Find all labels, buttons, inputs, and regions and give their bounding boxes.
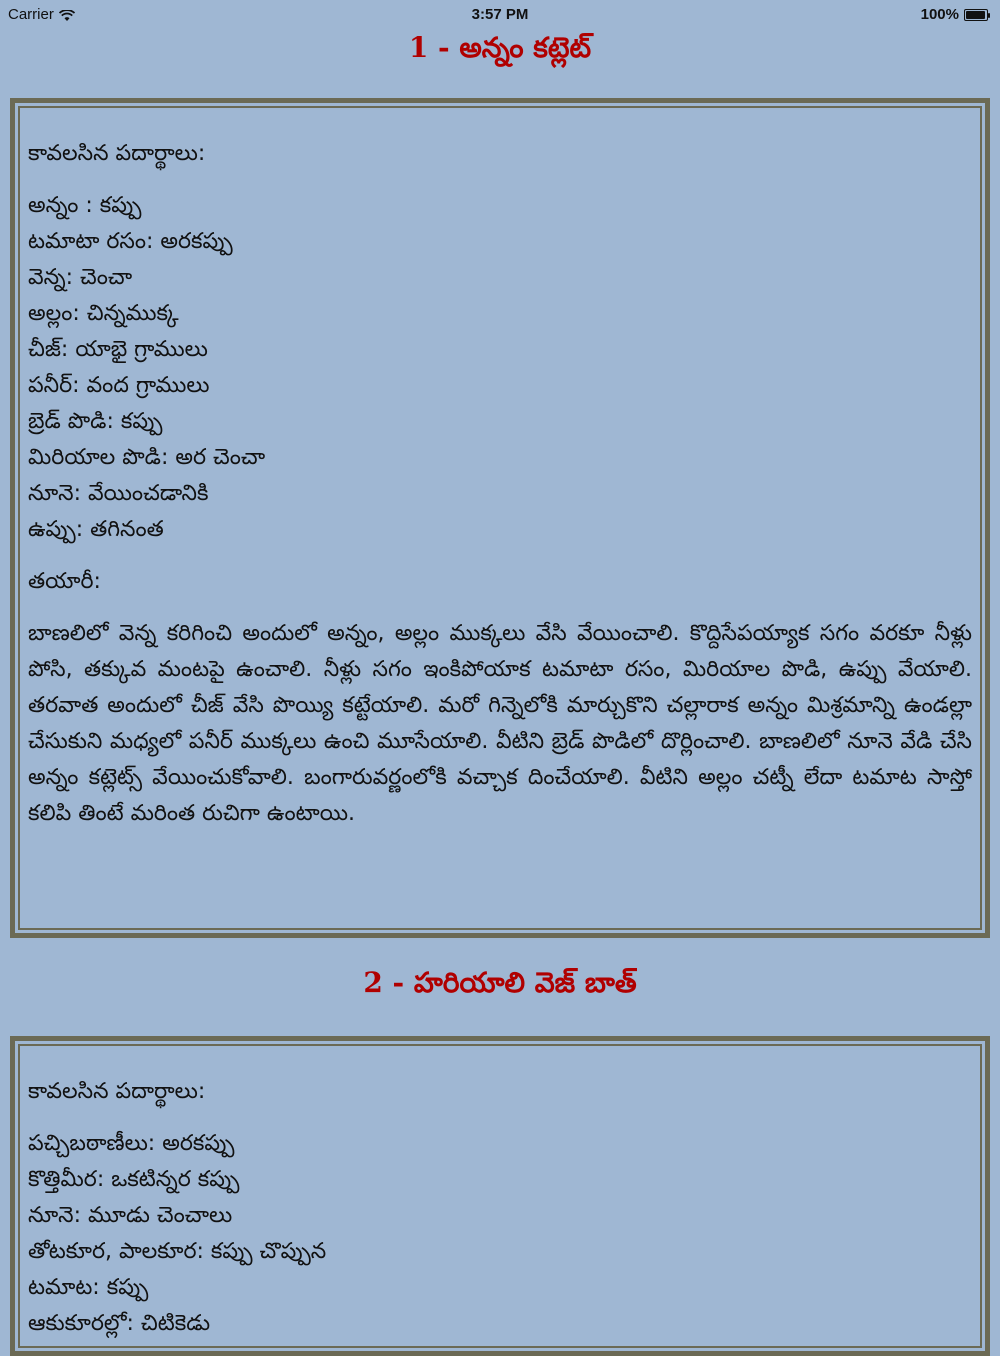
recipe-card-2	[10, 1036, 990, 1356]
ingredient-item: అన్నం : కప్పు	[28, 193, 142, 218]
ingredients-list	[28, 1126, 972, 1342]
status-time: 3:57 PM	[471, 6, 529, 23]
ingredient-item: ఉప్పు: తగినంత	[28, 517, 164, 542]
ingredient-item: బ్రెడ్ పొడి: కప్పు	[28, 409, 163, 434]
ingredient-item: మిరియాల పొడి: అర చెంచా	[28, 445, 266, 470]
ingredients-list	[28, 188, 972, 548]
recipe-card-1	[10, 98, 990, 938]
ingredient-item: నూనె: మూడు చెంచాలు	[28, 1203, 233, 1228]
ingredient-item: పనీర్: వంద గ్రాములు	[28, 373, 210, 398]
ingredient-item: వెన్న: చెంచా	[28, 265, 133, 290]
battery-icon	[964, 9, 990, 21]
recipe-title-1: 1 - అన్నం కట్లెట్	[408, 31, 592, 64]
battery-percent: 100%	[920, 6, 959, 23]
recipe-card-inner	[18, 106, 982, 930]
ingredient-item: టమాటా రసం: అరకప్పు	[28, 229, 233, 254]
carrier-label: Carrier	[8, 6, 54, 23]
ingredients-heading: కావలసిన పదార్థాలు:	[28, 1079, 206, 1104]
ingredient-item: కొత్తిమీర: ఒకటిన్నర కప్పు	[28, 1167, 240, 1192]
status-right	[921, 6, 990, 23]
ingredient-item: అల్లం: చిన్నముక్క	[28, 301, 179, 326]
ingredient-item: పచ్చిబఠాణీలు: అరకప్పు	[28, 1131, 235, 1156]
ingredient-item: తోటకూర, పాలకూర: కప్పు చొప్పున	[28, 1239, 327, 1264]
ingredients-heading: కావలసిన పదార్థాలు:	[28, 141, 206, 166]
method-heading: తయారీ:	[28, 569, 101, 594]
status-bar	[0, 0, 1000, 30]
ingredient-item: టమాట: కప్పు	[28, 1275, 149, 1300]
ingredient-item: ఆకుకూరల్లో: చిటికెడు	[28, 1311, 211, 1336]
method-text: బాణలిలో వెన్న కరిగించి అందులో అన్నం, అల్లం ముక్కలు వేసి వేయించాలి. కొద్దిసేపయ్యాక సగం వరకూ నీళ్లు పోసి, తక్కువ మంటపై ఉంచాలి. నీళ్లు సగం ఇంకిపోయాక టమాటా రసం, మిరియాల పొడి, ఉప్పు వేయాలి. తరవాత అందులో చీజ్ వేసి పొయ్యి కట్టేయాలి. మరో గిన్నెలోకి మార్చుకొని చల్లారాక అన్నం మిశ్రమాన్ని ఉండల్లా చేసుకుని మధ్యలో పనీర్ ముక్కలు ఉంచి మూసేయాలి. వీటిని బ్రెడ్ పొడిలో దొర్లించాలి. బాణలిలో నూనె వేడి చేసి అన్నం కట్లెట్స్ వేయించుకోవాలి. బంగారువర్ణంలోకి వచ్చాక దించేయాలి. వీటిని అల్లం చట్నీ లేదా టమాట సాస్తో కలిపి తింటే మరింత రుచిగా ఉంటాయి.	[28, 621, 972, 826]
recipe-card-inner	[18, 1044, 982, 1348]
ingredient-item: నూనె: వేయించడానికి	[28, 481, 209, 506]
ingredient-item: చీజ్: యాభై గ్రాములు	[28, 337, 208, 362]
recipe-title-2: 2 - హరియాలి వెజ్ బాత్	[363, 966, 637, 999]
